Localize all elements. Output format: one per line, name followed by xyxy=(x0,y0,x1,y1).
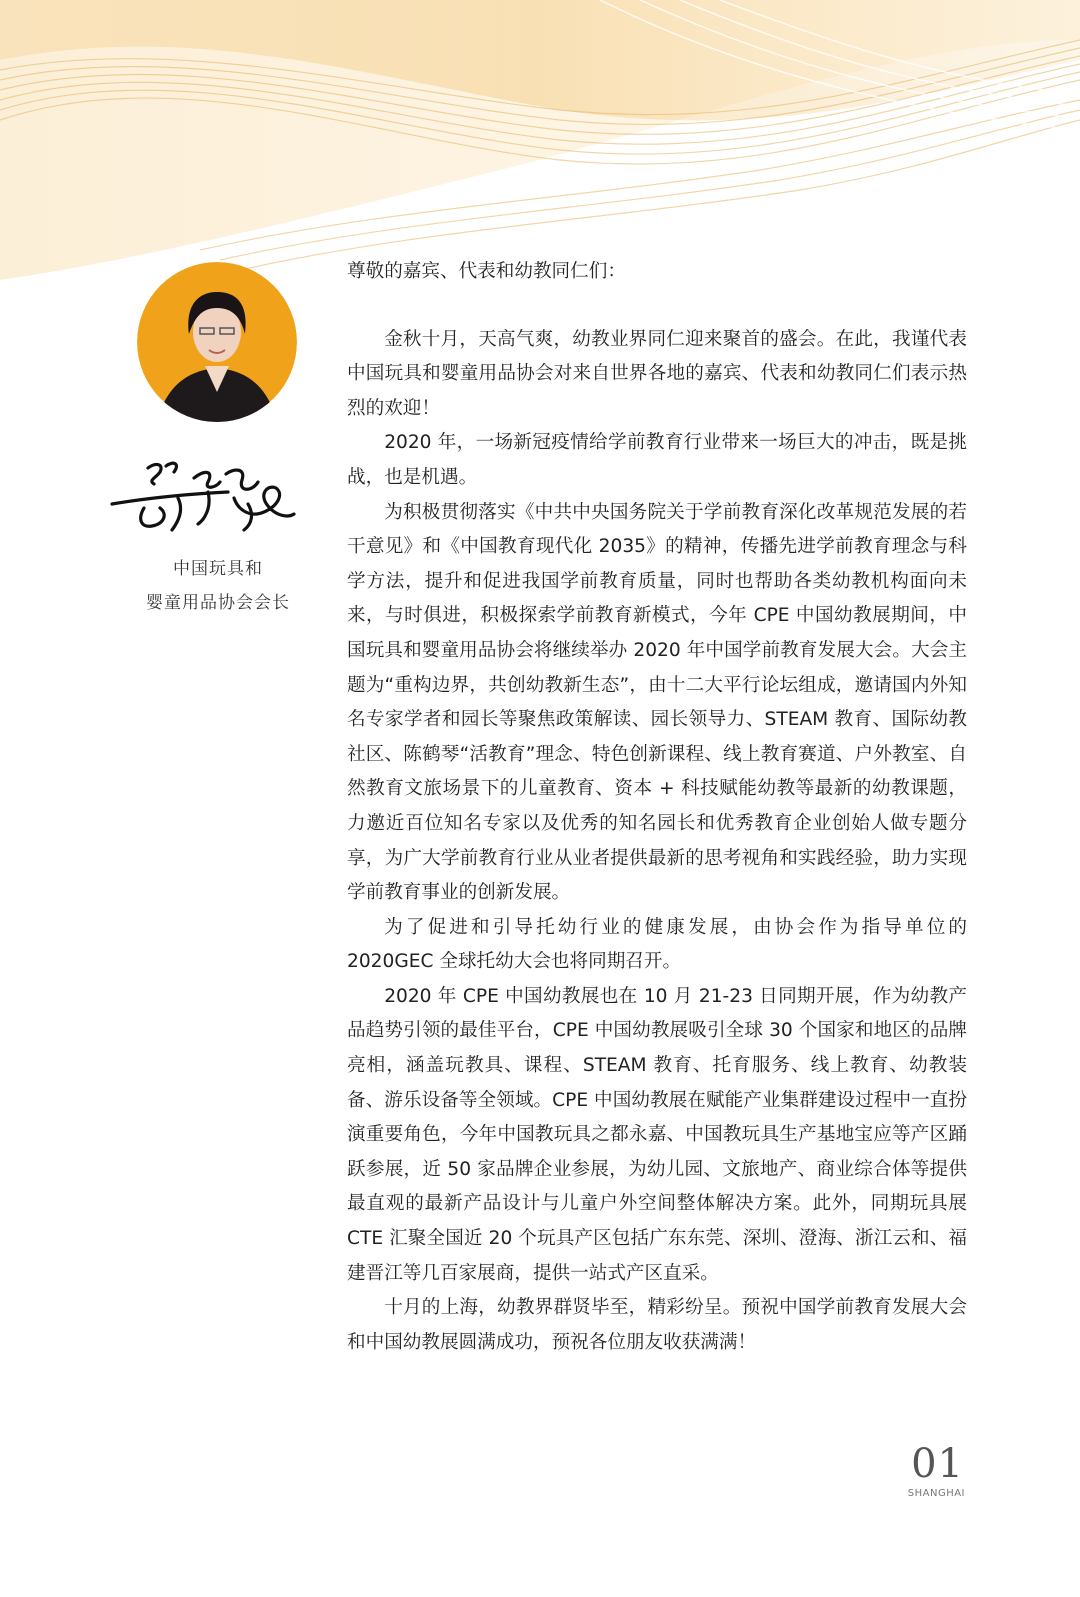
president-portrait xyxy=(137,262,297,422)
page-number: 01 xyxy=(911,1441,964,1487)
letter-paragraph: 2020 年，一场新冠疫情给学前教育行业带来一场巨大的冲击，既是挑战，也是机遇。 xyxy=(347,432,967,488)
handwritten-signature xyxy=(108,448,298,548)
letter-body xyxy=(347,255,967,1360)
letter-paragraph: 为积极贯彻落实《中共中央国务院关于学前教育深化改革规范发展的若干意见》和《中国教育现代化 2035》的精神，传播先进学前教育理念与科学方法，提升和促进我国学前教育质量，同时也帮助各类幼教机构面向未来，与时俱进，积极探索学前教育新模式，今年 CPE 中国幼教展期间，中国玩具和婴童用品协会将继续举办 2020 年中国学前教育发展大会。大会主题为“重构边界，共创幼教新生态”，由十二大平行论坛组成，邀请国内外知名专家学者和园长等聚焦政策解读、园长领导力、STEAM 教育、国际幼教社区、陈鹤琴“活教育”理念、特色创新课程、线上教育赛道、户外教室、自然教育文旅场景下的儿童教育、资本 + 科技赋能幼教等最新的幼教课题，力邀近百位知名专家以及优秀的知名园长和优秀教育企业创始人做专题分享，为广大学前教育行业从业者提供最新的思考视角和实践经验，助力实现学前教育事业的创新发展。 xyxy=(347,501,967,904)
letter-paragraph: 2020 年 CPE 中国幼教展也在 10 月 21-23 日同期开展，作为幼教产品趋势引领的最佳平台，CPE 中国幼教展吸引全球 30 个国家和地区的品牌亮相，涵盖玩教具、课程、STEAM 教育、托育服务、线上教育、幼教装备、游乐设备等全领域。CPE 中国幼教展在赋能产业集群建设过程中一直扮演重要角色，今年中国教玩具之都永嘉、中国教玩具生产基地宝应等产区踊跃参展，近 50 家品牌企业参展，为幼儿园、文旅地产、商业综合体等提供最直观的最新产品设计与儿童户外空间整体解决方案。此外，同期玩具展 CTE 汇聚全国近 20 个玩具产区包括广东东莞、深圳、澄海、浙江云和、福建晋江等几百家展商，提供一站式产区直采。 xyxy=(347,985,967,1284)
letter-greeting: 尊敬的嘉宾、代表和幼教同仁们： xyxy=(347,261,626,282)
letter-paragraph: 为了促进和引导托幼行业的健康发展，由协会作为指导单位的 2020GEC 全球托幼大会也将同期召开。 xyxy=(347,916,967,973)
author-caption xyxy=(118,552,318,620)
caption-line-2: 婴童用品协会会长 xyxy=(146,593,290,613)
letter-paragraph: 金秋十月，天高气爽，幼教业界同仁迎来聚首的盛会。在此，我谨代表中国玩具和婴童用品协会对来自世界各地的嘉宾、代表和幼教同仁们表示热烈的欢迎！ xyxy=(347,328,967,419)
page-city-label: SHANGHAI xyxy=(907,1488,965,1499)
caption-line-1: 中国玩具和 xyxy=(173,559,263,579)
letter-paragraph: 十月的上海，幼教界群贤毕至，精彩纷呈。预祝中国学前教育发展大会和中国幼教展圆满成功，预祝各位朋友收获满满！ xyxy=(347,1297,967,1353)
